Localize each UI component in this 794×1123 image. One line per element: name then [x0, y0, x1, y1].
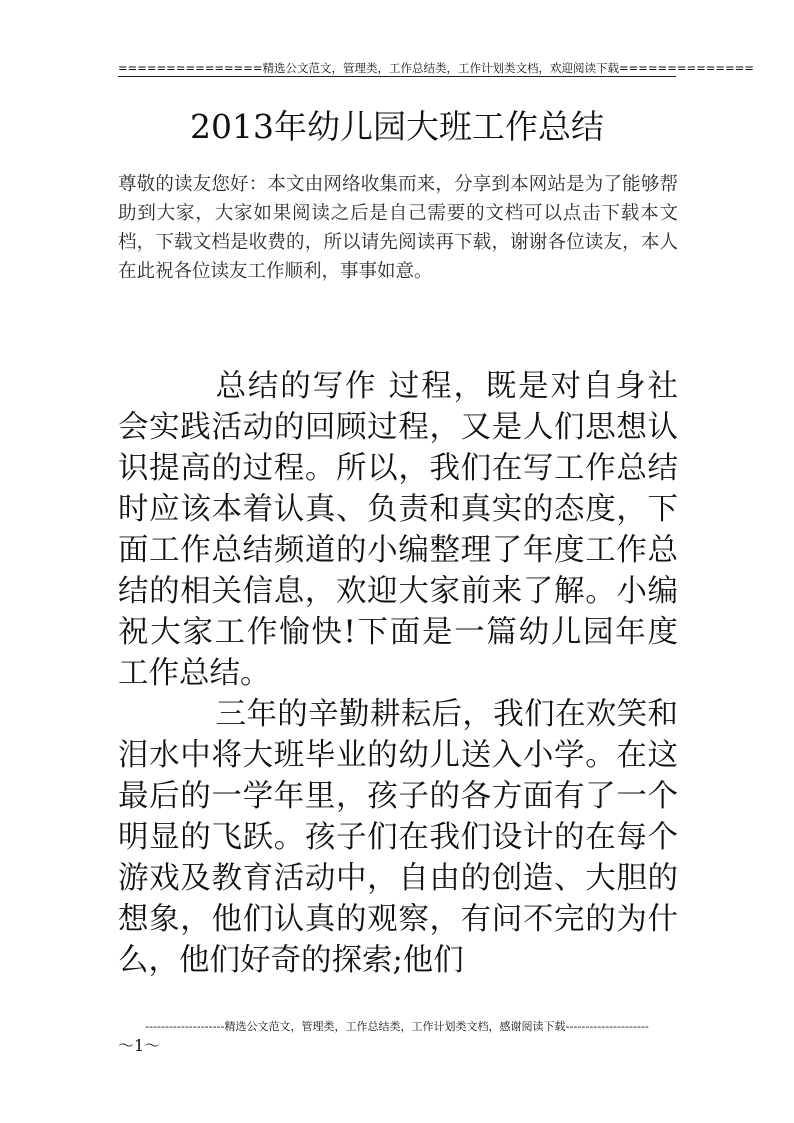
document-title: 2013年幼儿园大班工作总结: [190, 107, 604, 146]
reader-notice: 尊敬的读友您好：本文由网络收集而来，分享到本网站是为了能够帮助到大家，大家如果阅读之后是自己需要的文档可以点击下载本文档，下载文档是收费的，所以请先阅读再下载，谢谢各位读友，本人在此祝各位读友工作顺利，事事如意。: [118, 174, 678, 282]
document-body: [118, 366, 678, 981]
page-header: ===============精选公文范文，管理类，工作总结类，工作计划类文档，欢迎阅读下载==============: [118, 61, 754, 75]
page-number: ～1～: [118, 1036, 161, 1055]
body-paragraph: 三年的辛勤耕耘后，我们在欢笑和泪水中将大班毕业的幼儿送入小学。在这最后的一学年里，孩子的各方面有了一个明显的飞跃。孩子们在我们设计的在每个游戏及教育活动中，自由的创造、大胆的想象，他们认真的观察，有问不完的为什么，他们好奇的探索;他们: [118, 697, 678, 978]
page-footer: --------------------精选公文范文，管理类，工作总结类，工作计划类文档，感谢阅读下载---------------------: [145, 1020, 649, 1033]
body-paragraph: 总结的写作 过程，既是对自身社会实践活动的回顾过程，又是人们思想认识提高的过程。所以，我们在写工作总结时应该本着认真、负责和真实的态度，下面工作总结频道的小编整理了年度工作总结的相关信息，欢迎大家前来了解。小编祝大家工作愉快!下面是一篇幼儿园年度工作总结。: [118, 369, 678, 691]
header-rule: [118, 76, 676, 77]
